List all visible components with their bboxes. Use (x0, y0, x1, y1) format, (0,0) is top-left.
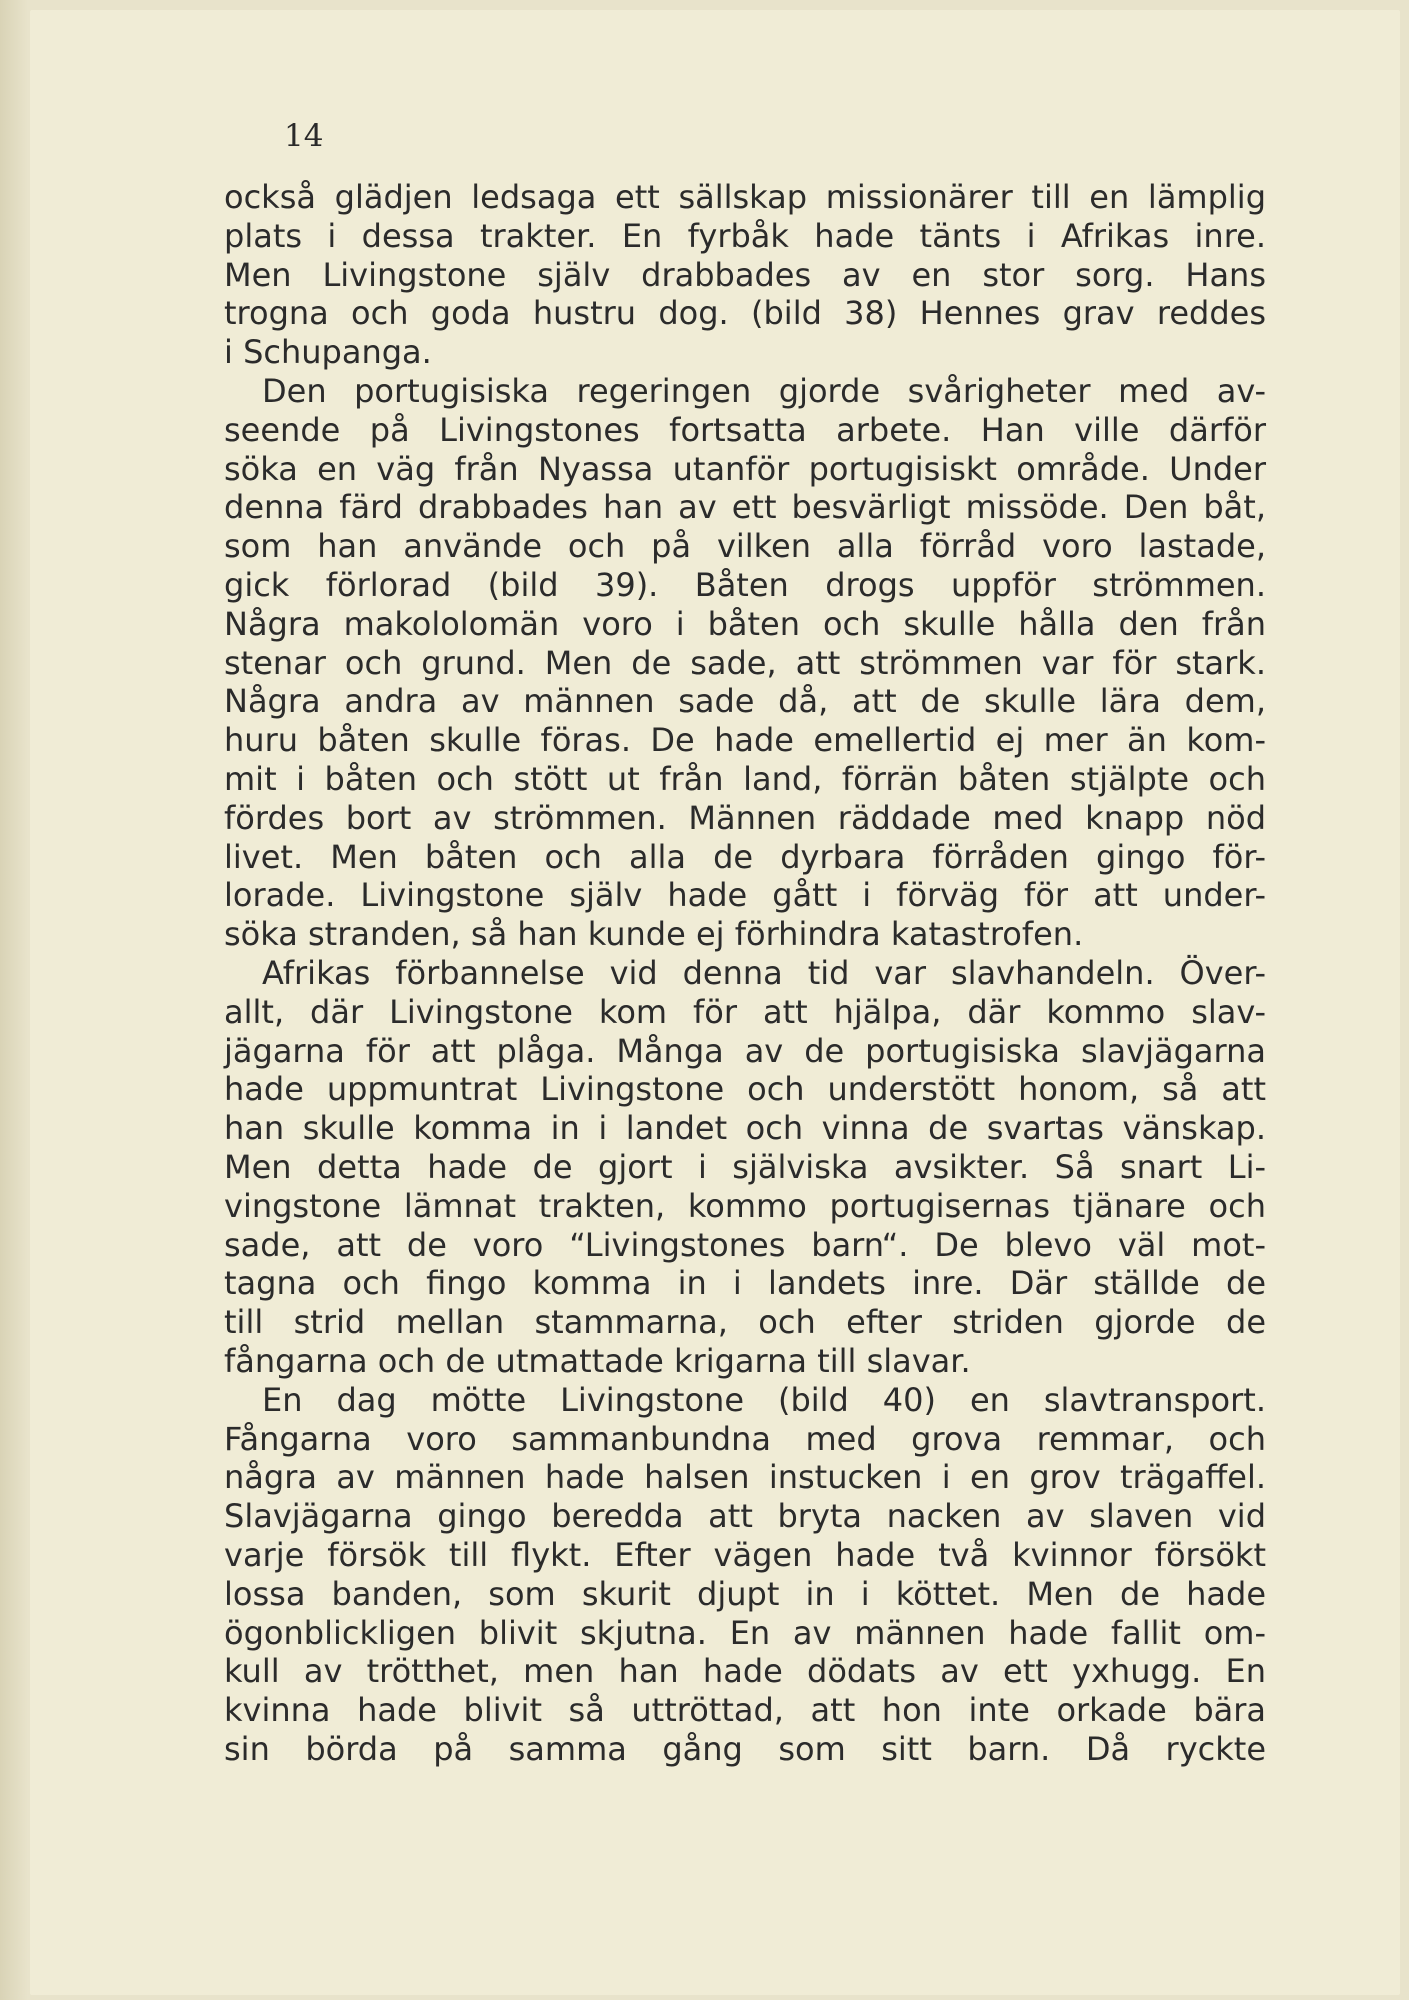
text-line: vingstone lämnat trakten, kommo portugisernas tjänare och (224, 1187, 1266, 1225)
text-line: Några andra av männen sade då, att de skulle lära dem, (224, 682, 1266, 720)
text-line: söka stranden, så han kunde ej förhindra katastrofen. (224, 915, 1084, 953)
text-line: sin börda på samma gång som sitt barn. Då ryckte (224, 1730, 1266, 1768)
text-line: till strid mellan stammarna, och efter striden gjorde de (224, 1303, 1266, 1341)
text-line: kull av trötthet, men han hade dödats av ett yxhugg. En (224, 1652, 1266, 1690)
text-line: seende på Livingstones fortsatta arbete. Han ville därför (224, 411, 1266, 449)
text-line: gick förlorad (bild 39). Båten drogs uppför strömmen. (224, 566, 1266, 604)
text-line: lorade. Livingstone själv hade gått i förväg för att under- (224, 876, 1266, 914)
text-line: Några makololomän voro i båten och skulle hålla den från (224, 605, 1266, 643)
text-line: mit i båten och stött ut från land, förrän båten stjälpte och (224, 760, 1266, 798)
text-line: han skulle komma in i landet och vinna de svartas vänskap. (224, 1109, 1266, 1147)
text-line: sade, att de voro “Livingstones barn“. De blevo väl mot- (224, 1226, 1266, 1264)
text-line: En dag mötte Livingstone (bild 40) en slavtransport. (262, 1381, 1266, 1419)
text-line: Slavjägarna gingo beredda att bryta nacken av slaven vid (224, 1497, 1266, 1535)
text-line: Afrikas förbannelse vid denna tid var slavhandeln. Över- (262, 954, 1266, 992)
text-line: Men detta hade de gjort i själviska avsikter. Så snart Li- (224, 1148, 1266, 1186)
text-line: Fångarna voro sammanbundna med grova remmar, och (224, 1420, 1266, 1458)
text-line: Den portugisiska regeringen gjorde svårigheter med av- (262, 372, 1266, 410)
text-line: jägarna för att plåga. Många av de portugisiska slavjägarna (224, 1032, 1266, 1070)
text-line: livet. Men båten och alla de dyrbara förråden gingo för- (224, 838, 1266, 876)
text-line: Men Livingstone själv drabbades av en stor sorg. Hans (224, 256, 1266, 294)
text-line: trogna och goda hustru dog. (bild 38) Hennes grav reddes (224, 294, 1266, 332)
text-line: allt, där Livingstone kom för att hjälpa, där kommo slav- (224, 993, 1266, 1031)
text-line: söka en väg från Nyassa utanför portugisiskt område. Under (224, 450, 1266, 488)
text-line: som han använde och på vilken alla förråd voro lastade, (224, 527, 1266, 565)
text-line: fördes bort av strömmen. Männen räddade med knapp nöd (224, 799, 1266, 837)
text-line: ögonblickligen blivit skjutna. En av männen hade fallit om- (224, 1614, 1266, 1652)
text-line: några av männen hade halsen instucken i en grov trägaffel. (224, 1458, 1266, 1496)
text-line: också glädjen ledsaga ett sällskap missionärer till en lämplig (224, 178, 1266, 216)
text-line: lossa banden, som skurit djupt in i köttet. Men de hade (224, 1575, 1266, 1613)
text-line: stenar och grund. Men de sade, att strömmen var för stark. (224, 644, 1266, 682)
text-line: fångarna och de utmattade krigarna till slavar. (224, 1342, 971, 1380)
text-line: huru båten skulle föras. De hade emellertid ej mer än kom- (224, 721, 1266, 759)
text-line: hade uppmuntrat Livingstone och understött honom, så att (224, 1070, 1266, 1108)
text-line: plats i dessa trakter. En fyrbåk hade tänts i Afrikas inre. (224, 217, 1266, 255)
text-line: denna färd drabbades han av ett besvärligt missöde. Den båt, (224, 488, 1266, 526)
page-number: 14 (284, 118, 324, 154)
text-line: kvinna hade blivit så uttröttad, att hon inte orkade bära (224, 1691, 1266, 1729)
text-line: varje försök till flykt. Efter vägen hade två kvinnor försökt (224, 1536, 1266, 1574)
text-line: tagna och fingo komma in i landets inre. Där ställde de (224, 1264, 1266, 1302)
text-line: i Schupanga. (224, 333, 432, 371)
